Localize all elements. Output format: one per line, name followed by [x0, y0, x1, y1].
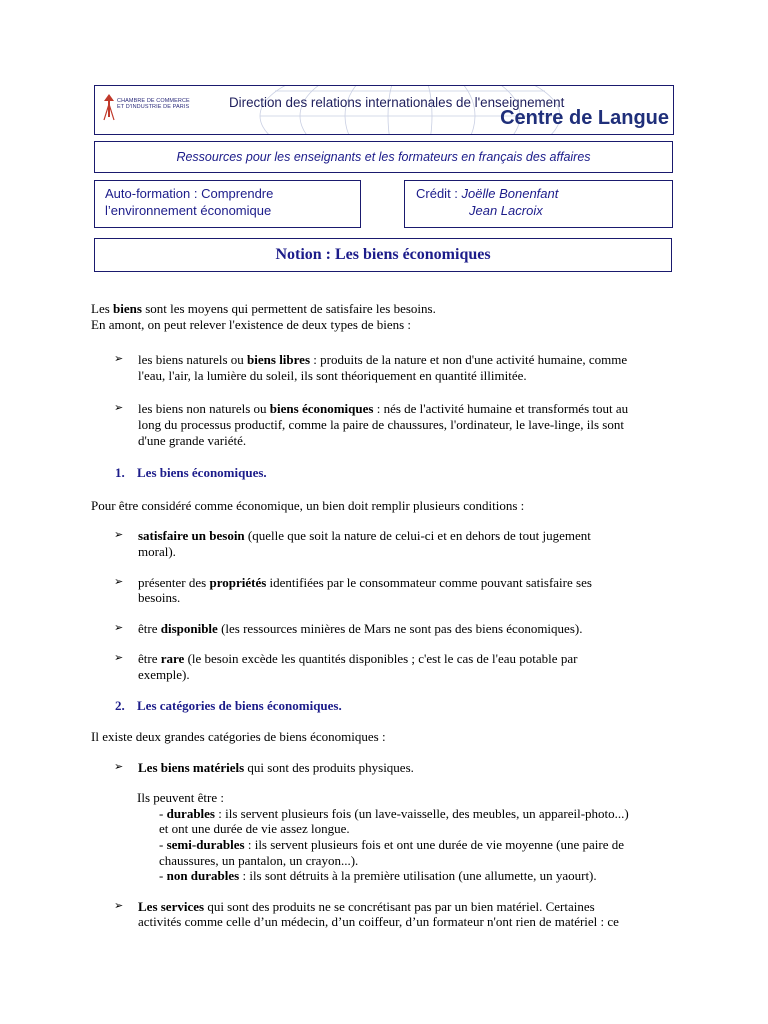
list-item: ➢ les biens naturels ou biens libres : produits de la nature et non d'une activité humaine, comme l'eau, l'air, la lumière du soleil, ils sont théoriquement en quantité illimitée. [114, 352, 628, 383]
list-item: ➢ les biens non naturels ou biens économiques : nés de l'activité humaine et transformés tout au long du processus productif, comme la paire de chaussures, l'ordinateur, le lave-linge, ils sont d'une grande variété. [114, 401, 629, 448]
categories-intro: Il existe deux grandes catégories de biens économiques : [91, 729, 386, 745]
notion-title: Notion : Les biens économiques [94, 238, 672, 272]
peuvent-etre: Ils peuvent être : [137, 790, 224, 806]
list-item: ➢ satisfaire un besoin (quelle que soit la nature de celui-ci et en dehors de tout jugement moral). [114, 528, 591, 559]
semi-durables-item-cont: chaussures, un pantalon, un crayon...). [159, 852, 359, 868]
list-item: ➢ Les services qui sont des produits ne se concrétisant pas par un bien matériel. Certaines activités comme celle d’un médecin, d’un coiffeur, d’un formateur n'ont rien de matériel : ce [114, 898, 619, 930]
arrow-bullet-icon: ➢ [114, 621, 124, 634]
arrow-bullet-icon: ➢ [114, 760, 124, 773]
intro-line-2: En amont, on peut relever l'existence de deux types de biens : [91, 316, 412, 332]
arrow-bullet-icon: ➢ [114, 353, 124, 366]
intro-line-1: Les biens sont les moyens qui permettent de satisfaire les besoins. [91, 301, 436, 316]
arrow-bullet-icon: ➢ [114, 402, 124, 415]
centre-de-langue-title: Centre de Langue [500, 107, 669, 129]
non-durables-item: - non durables : ils sont détruits à la première utilisation (une allumette, un yaourt). [159, 868, 597, 884]
credit-box: Crédit : Joëlle Bonenfant Jean Lacroix [404, 180, 673, 228]
document-body [91, 301, 691, 930]
arrow-bullet-icon: ➢ [114, 652, 124, 665]
list-item: ➢ être disponible (les ressources minières de Mars ne sont pas des biens économiques). [114, 620, 583, 636]
autoformation-box: Auto-formation : Comprendre l’environnement économique [94, 180, 361, 228]
cci-logo-icon [101, 92, 117, 122]
header-banner [94, 85, 674, 135]
semi-durables-item: - semi-durables : ils servent plusieurs fois et ont une durée de vie moyenne (une paire de [159, 837, 625, 853]
section-2-heading: 2. Les catégories de biens économiques. [115, 697, 342, 713]
cci-name: CHAMBRE DE COMMERCE ET D'INDUSTRIE DE PARIS [117, 98, 190, 110]
direction-title: Direction des relations internationales de l'enseignement [229, 95, 565, 110]
conditions-intro: Pour être considéré comme économique, un bien doit remplir plusieurs conditions : [91, 497, 525, 513]
arrow-bullet-icon: ➢ [114, 899, 124, 912]
list-item: ➢ être rare (le besoin excède les quantités disponibles ; c'est le cas de l'eau potable par exemple). [114, 651, 578, 682]
resources-banner: Ressources pour les enseignants et les formateurs en français des affaires [94, 141, 673, 173]
durables-item: - durables : ils servent plusieurs fois (un lave-vaisselle, des meubles, un appareil-photo...) [159, 805, 629, 821]
section-1-heading: 1. Les biens économiques. [115, 465, 267, 481]
durables-item-cont: et ont une durée de vie assez longue. [159, 821, 350, 837]
arrow-bullet-icon: ➢ [114, 575, 124, 588]
list-item: ➢ Les biens matériels qui sont des produits physiques. [114, 759, 414, 775]
list-item: ➢ présenter des propriétés identifiées par le consommateur comme pouvant satisfaire ses besoins. [114, 574, 592, 606]
arrow-bullet-icon: ➢ [114, 529, 124, 542]
